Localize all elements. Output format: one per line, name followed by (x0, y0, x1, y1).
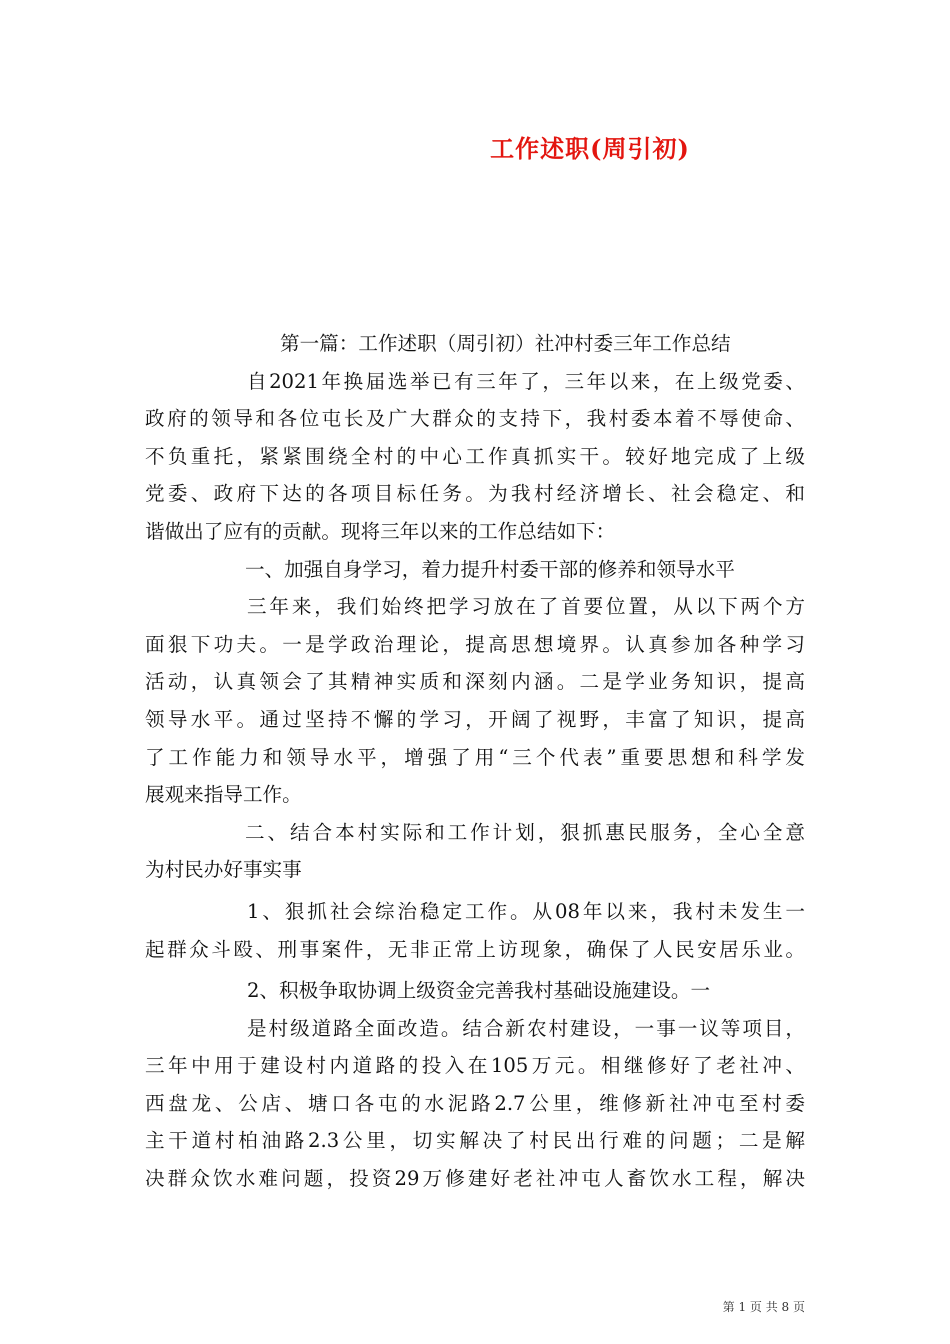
paragraph-line: 领导水平。通过坚持不懈的学习，开阔了视野，丰富了知识，提高 (145, 707, 805, 731)
paragraph-line: 了工作能力和领导水平，增强了用“三个代表”重要思想和科学发 (145, 745, 805, 769)
paragraph-line: 是村级道路全面改造。结合新农村建设，一事一议等项目， (247, 1016, 805, 1040)
paragraph-line: 三年中用于建设村内道路的投入在105万元。相继修好了老社冲、 (145, 1054, 805, 1078)
paragraph-line: 不负重托，紧紧围绕全村的中心工作真抓实干。较好地完成了上级 (145, 444, 805, 468)
paragraph-line: 1、狠抓社会综治稳定工作。从08年以来，我村未发生一 (247, 899, 805, 923)
page-indicator: 第 1 页 共 8 页 (722, 1300, 805, 1314)
page-title: 工作述职(周引初) (490, 134, 690, 163)
paragraph-line: 展观来指导工作。 (145, 783, 302, 807)
paragraph-line: 谐做出了应有的贡献。现将三年以来的工作总结如下： (145, 519, 616, 543)
paragraph-line: 主干道村柏油路2.3公里，切实解决了村民出行难的问题；二是解 (145, 1129, 805, 1153)
paragraph-line: 政府的领导和各位屯长及广大群众的支持下，我村委本着不辱使命、 (145, 407, 805, 431)
paragraph-line: 起群众斗殴、刑事案件，无非正常上访现象，确保了人民安居乐业。 (145, 937, 805, 961)
paragraph-line: 三年来，我们始终把学习放在了首要位置，从以下两个方 (247, 595, 805, 619)
subheading: 一、加强自身学习，着力提升村委干部的修养和领导水平 (245, 557, 735, 581)
subheading: 为村民办好事实事 (145, 858, 302, 882)
document-body (145, 325, 805, 1198)
paragraph-line: 自2021年换届选举已有三年了，三年以来，在上级党委、 (247, 369, 805, 393)
paragraph-line: 2、积极争取协调上级资金完善我村基础设施建设。一 (247, 979, 711, 1003)
subheading: 二、结合本村实际和工作计划，狠抓惠民服务，全心全意 (245, 820, 805, 844)
paragraph-line: 决群众饮水难问题，投资29万修建好老社冲屯人畜饮水工程，解决 (145, 1167, 805, 1191)
paragraph-line: 活动，认真领会了其精神实质和深刻内涵。二是学业务知识，提高 (145, 670, 805, 694)
paragraph-line: 面狠下功夫。一是学政治理论，提高思想境界。认真参加各种学习 (145, 632, 805, 656)
paragraph-line: 西盘龙、公店、塘口各屯的水泥路2.7公里，维修新社冲屯至村委 (145, 1091, 805, 1115)
section-heading: 第一篇：工作述职（周引初）社冲村委三年工作总结 (280, 332, 731, 355)
paragraph-line: 党委、政府下达的各项目标任务。为我村经济增长、社会稳定、和 (145, 482, 805, 506)
